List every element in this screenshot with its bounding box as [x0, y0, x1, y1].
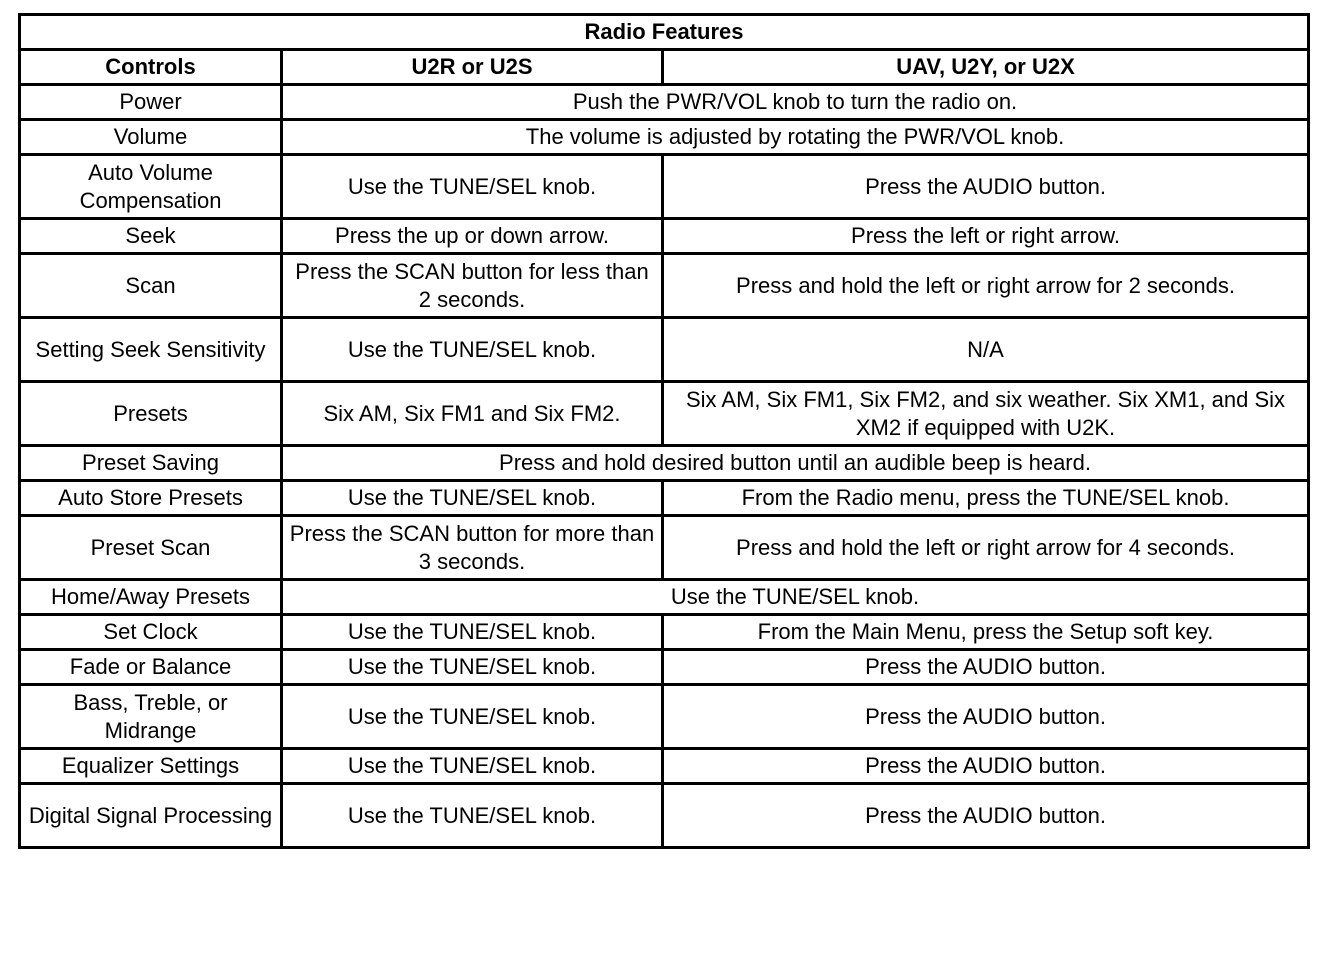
control-cell: Scan: [20, 254, 282, 318]
u2r-cell: Use the TUNE/SEL knob.: [282, 481, 663, 516]
uav-cell: Press the AUDIO button.: [663, 784, 1309, 848]
table-header-row: [20, 50, 1309, 85]
control-cell: Presets: [20, 382, 282, 446]
table-row: [20, 615, 1309, 650]
u2r-cell: Use the TUNE/SEL knob.: [282, 685, 663, 749]
uav-cell: Press and hold the left or right arrow for 2 seconds.: [663, 254, 1309, 318]
table-row: [20, 318, 1309, 382]
u2r-cell: Use the TUNE/SEL knob.: [282, 318, 663, 382]
column-header-u2r-u2s: U2R or U2S: [282, 50, 663, 85]
table-row: [20, 382, 1309, 446]
table-row: [20, 85, 1309, 120]
uav-cell: Press and hold the left or right arrow for 4 seconds.: [663, 516, 1309, 580]
uav-cell: Press the left or right arrow.: [663, 219, 1309, 254]
u2r-cell: Press the SCAN button for less than 2 seconds.: [282, 254, 663, 318]
table-row: [20, 219, 1309, 254]
table-row: [20, 254, 1309, 318]
u2r-cell: Use the TUNE/SEL knob.: [282, 615, 663, 650]
control-cell: Auto Volume Compensation: [20, 155, 282, 219]
table-title: Radio Features: [20, 15, 1309, 50]
table-row: [20, 120, 1309, 155]
table-row: [20, 650, 1309, 685]
table-row: [20, 516, 1309, 580]
table-row: [20, 446, 1309, 481]
control-cell: Bass, Treble, or Midrange: [20, 685, 282, 749]
control-cell: Fade or Balance: [20, 650, 282, 685]
control-cell: Volume: [20, 120, 282, 155]
uav-cell: Six AM, Six FM1, Six FM2, and six weather. Six XM1, and Six XM2 if equipped with U2K.: [663, 382, 1309, 446]
control-cell: Auto Store Presets: [20, 481, 282, 516]
radio-features-table: [18, 13, 1310, 849]
table-row: [20, 749, 1309, 784]
table-row: [20, 685, 1309, 749]
merged-cell: Press and hold desired button until an audible beep is heard.: [282, 446, 1309, 481]
uav-cell: Press the AUDIO button.: [663, 749, 1309, 784]
uav-cell: From the Main Menu, press the Setup soft key.: [663, 615, 1309, 650]
control-cell: Seek: [20, 219, 282, 254]
control-cell: Set Clock: [20, 615, 282, 650]
merged-cell: The volume is adjusted by rotating the PWR/VOL knob.: [282, 120, 1309, 155]
u2r-cell: Press the up or down arrow.: [282, 219, 663, 254]
control-cell: Preset Scan: [20, 516, 282, 580]
radio-features-table-container: [18, 13, 1307, 849]
merged-cell: Push the PWR/VOL knob to turn the radio on.: [282, 85, 1309, 120]
uav-cell: N/A: [663, 318, 1309, 382]
column-header-controls: Controls: [20, 50, 282, 85]
table-row: [20, 580, 1309, 615]
table-title-row: [20, 15, 1309, 50]
uav-cell: Press the AUDIO button.: [663, 155, 1309, 219]
uav-cell: From the Radio menu, press the TUNE/SEL knob.: [663, 481, 1309, 516]
uav-cell: Press the AUDIO button.: [663, 650, 1309, 685]
table-row: [20, 155, 1309, 219]
control-cell: Home/Away Presets: [20, 580, 282, 615]
control-cell: Digital Signal Processing: [20, 784, 282, 848]
u2r-cell: Six AM, Six FM1 and Six FM2.: [282, 382, 663, 446]
control-cell: Setting Seek Sensitivity: [20, 318, 282, 382]
u2r-cell: Use the TUNE/SEL knob.: [282, 650, 663, 685]
table-row: [20, 481, 1309, 516]
column-header-uav-u2y-u2x: UAV, U2Y, or U2X: [663, 50, 1309, 85]
uav-cell: Press the AUDIO button.: [663, 685, 1309, 749]
u2r-cell: Use the TUNE/SEL knob.: [282, 784, 663, 848]
u2r-cell: Use the TUNE/SEL knob.: [282, 749, 663, 784]
u2r-cell: Press the SCAN button for more than 3 seconds.: [282, 516, 663, 580]
merged-cell: Use the TUNE/SEL knob.: [282, 580, 1309, 615]
table-row: [20, 784, 1309, 848]
control-cell: Power: [20, 85, 282, 120]
control-cell: Preset Saving: [20, 446, 282, 481]
control-cell: Equalizer Settings: [20, 749, 282, 784]
u2r-cell: Use the TUNE/SEL knob.: [282, 155, 663, 219]
